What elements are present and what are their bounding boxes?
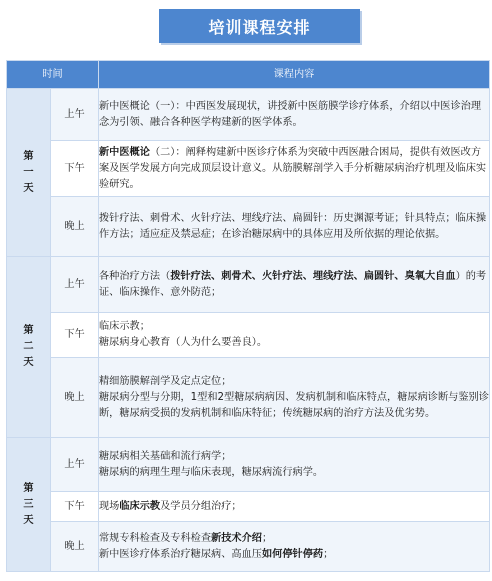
emphasis-text: 拨针疗法、刺骨术、火针疗法、埋线疗法、扁圆针、臭氧大自血 (170, 270, 456, 282)
time-header: 时间 (7, 61, 99, 89)
content-line: 糖尿病的病理生理与临床表现，糖尿病流行病学。 (99, 466, 324, 478)
day-label-char: 第 (23, 150, 34, 162)
emphasis-text: 新中医概论 (99, 146, 150, 158)
session-content (99, 313, 490, 358)
session-period: 上午 (51, 257, 99, 313)
table-header-row (7, 61, 490, 89)
content-text: 新中医诊疗体系治疗糖尿病、高血压 (99, 548, 262, 560)
emphasis-text: 如何停针停药 (262, 548, 324, 560)
schedule-body (7, 89, 490, 572)
day-label-char: 第 (23, 325, 34, 336)
content-text: 新中医概论（一）：中西医发展现状，讲授新中医筋膜学诊疗体系，介绍以中医诊治理念为引领、融合各种医学构建新的医学体系。 (99, 100, 482, 128)
session-period: 晚上 (51, 522, 99, 572)
day-label-char: 天 (23, 182, 34, 194)
day-label-char: 三 (23, 498, 34, 510)
content-text: 现场 (99, 500, 120, 512)
emphasis-text: 新技术介绍 (211, 532, 262, 544)
day-label-char: 天 (23, 514, 34, 526)
session-period: 上午 (51, 438, 99, 492)
session-content (99, 492, 490, 522)
session-period: 上午 (51, 89, 99, 141)
content-line (99, 547, 489, 563)
content-header: 课程内容 (99, 61, 490, 89)
day-label (7, 89, 51, 257)
table-row (7, 438, 490, 492)
content-text: 常规专科检查及专科检查 (99, 532, 212, 544)
schedule-table (6, 60, 490, 572)
session-content (99, 89, 490, 141)
session-content (99, 141, 490, 197)
content-line: 临床示教； (99, 321, 150, 332)
table-row (7, 358, 490, 438)
content-line: 糖尿病身心教育（人为什么要善良）。 (99, 337, 268, 348)
session-content (99, 522, 490, 572)
day-label-char: 二 (23, 341, 34, 352)
table-row (7, 257, 490, 313)
day-label (7, 438, 51, 572)
table-row (7, 492, 490, 522)
table-row (7, 313, 490, 358)
content-line (99, 531, 489, 547)
session-content (99, 438, 490, 492)
content-line: 精细筋膜解剖学及定点定位； (99, 375, 232, 387)
session-content (99, 358, 490, 438)
day-label-char: 天 (23, 357, 34, 368)
content-text: （二）：阐释构建新中医诊疗体系为突破中西医融合困局，提供有效医改方案及医学发展方向完成顶层设计意义。从筋膜解剖学入手分析糖尿病治疗机理及临床实验研究。 (99, 146, 487, 190)
emphasis-text: 临床示教 (119, 500, 161, 512)
session-content (99, 197, 490, 257)
session-period: 晚上 (51, 358, 99, 438)
session-period: 下午 (51, 313, 99, 358)
content-text: ）的考证、临床操作、意外防范； (99, 270, 487, 298)
table-row (7, 89, 490, 141)
content-text: 各种治疗方法（ (99, 270, 171, 282)
content-text: 拨针疗法、刺骨术、火针疗法、埋线疗法、扁圆针：历史渊源考证；针具特点；临床操作方法；适应症及禁忌症；在诊治糖尿病中的具体应用及所依据的理论依据。 (99, 212, 487, 240)
session-period: 下午 (51, 492, 99, 522)
session-period: 晚上 (51, 197, 99, 257)
session-period: 下午 (51, 141, 99, 197)
content-text: ； (323, 548, 334, 560)
table-row (7, 141, 490, 197)
table-row (7, 522, 490, 572)
day-label-char: 一 (23, 166, 34, 178)
table-row (7, 197, 490, 257)
day-label-char: 第 (23, 482, 34, 494)
content-line: 糖尿病分型与分期，1型和2型糖尿病病因、发病机制和临床特点，糖尿病诊断与鉴别诊断，糖尿病受损的发病机制和临床特征；传统糖尿病的治疗方法及优劣势。 (99, 391, 489, 419)
content-text: 及学员分组治疗； (160, 500, 242, 512)
content-text: ； (262, 532, 273, 544)
day-label (7, 257, 51, 438)
page-title: 培训课程安排 (159, 9, 360, 43)
content-line: 糖尿病相关基础和流行病学； (99, 450, 232, 462)
session-content (99, 257, 490, 313)
title-area (0, 0, 492, 52)
